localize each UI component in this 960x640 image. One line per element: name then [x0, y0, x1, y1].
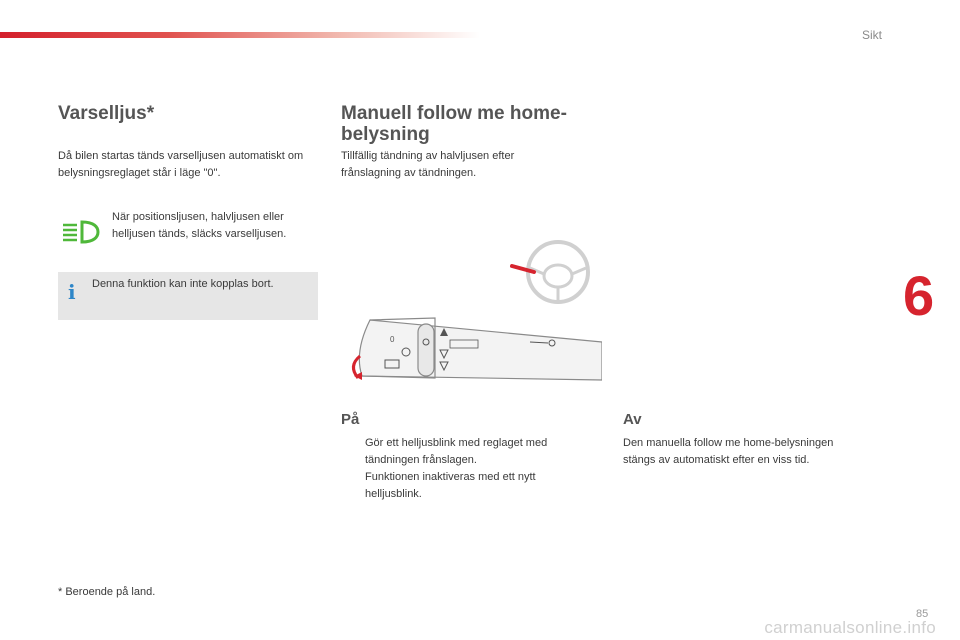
off-text: [623, 435, 873, 469]
bullet-text-line2: tändningen frånslagen.: [365, 454, 477, 466]
watermark: [0, 618, 960, 638]
bullet-text-line1: Gör ett helljusblink med reglaget med: [365, 437, 548, 449]
header-accent-bar: [0, 32, 480, 38]
info-box: [58, 272, 318, 320]
stalk-position-zero-label: 0: [390, 335, 395, 344]
footnote: * Beroende på land.: [58, 586, 156, 598]
daytime-lights-title: Varselljus*: [58, 103, 155, 124]
chapter-number: 6: [903, 264, 935, 327]
info-icon: i: [68, 280, 76, 304]
on-bullet-list: [341, 435, 591, 503]
bullet-text-line1: Funktionen inaktiveras med ett nytt: [365, 471, 536, 483]
on-title: På: [341, 411, 360, 428]
follow-me-home-title-line2: belysning: [341, 123, 430, 145]
follow-me-home-intro: [341, 148, 581, 182]
daytime-lights-intro: Då bilen startas tänds varselljusen automatiskt om belysningsreglaget står i läge "0".: [58, 150, 304, 179]
list-item: [341, 435, 591, 469]
daytime-running-lights-icon: [60, 219, 100, 245]
follow-me-home-intro-line2: frånslagning av tändningen.: [341, 167, 477, 179]
info-text: Denna funktion kan inte kopplas bort.: [92, 278, 274, 290]
list-item: [341, 469, 591, 503]
section-label: Sikt: [862, 28, 883, 42]
lighting-stalk-illustration: [340, 312, 602, 384]
follow-me-home-title-line1: Manuell follow me home-: [341, 103, 567, 124]
bullet-text-line2: helljusblink.: [365, 488, 422, 500]
page-number: 85: [916, 608, 929, 620]
daytime-lights-icon-note: När positionsljusen, halvljusen eller helljusen tänds, släcks varselljusen.: [112, 211, 287, 240]
follow-me-home-title: [341, 104, 567, 146]
off-title: Av: [623, 411, 642, 428]
follow-me-home-intro-line1: Tillfällig tändning av halvljusen efter: [341, 150, 515, 162]
off-text-line1: Den manuella follow me home-belysningen: [623, 437, 834, 449]
steering-wheel-illustration: [508, 238, 592, 308]
watermark-text: carmanualsonline.info: [764, 618, 936, 637]
off-text-line2: stängs av automatiskt efter en viss tid.: [623, 454, 810, 466]
